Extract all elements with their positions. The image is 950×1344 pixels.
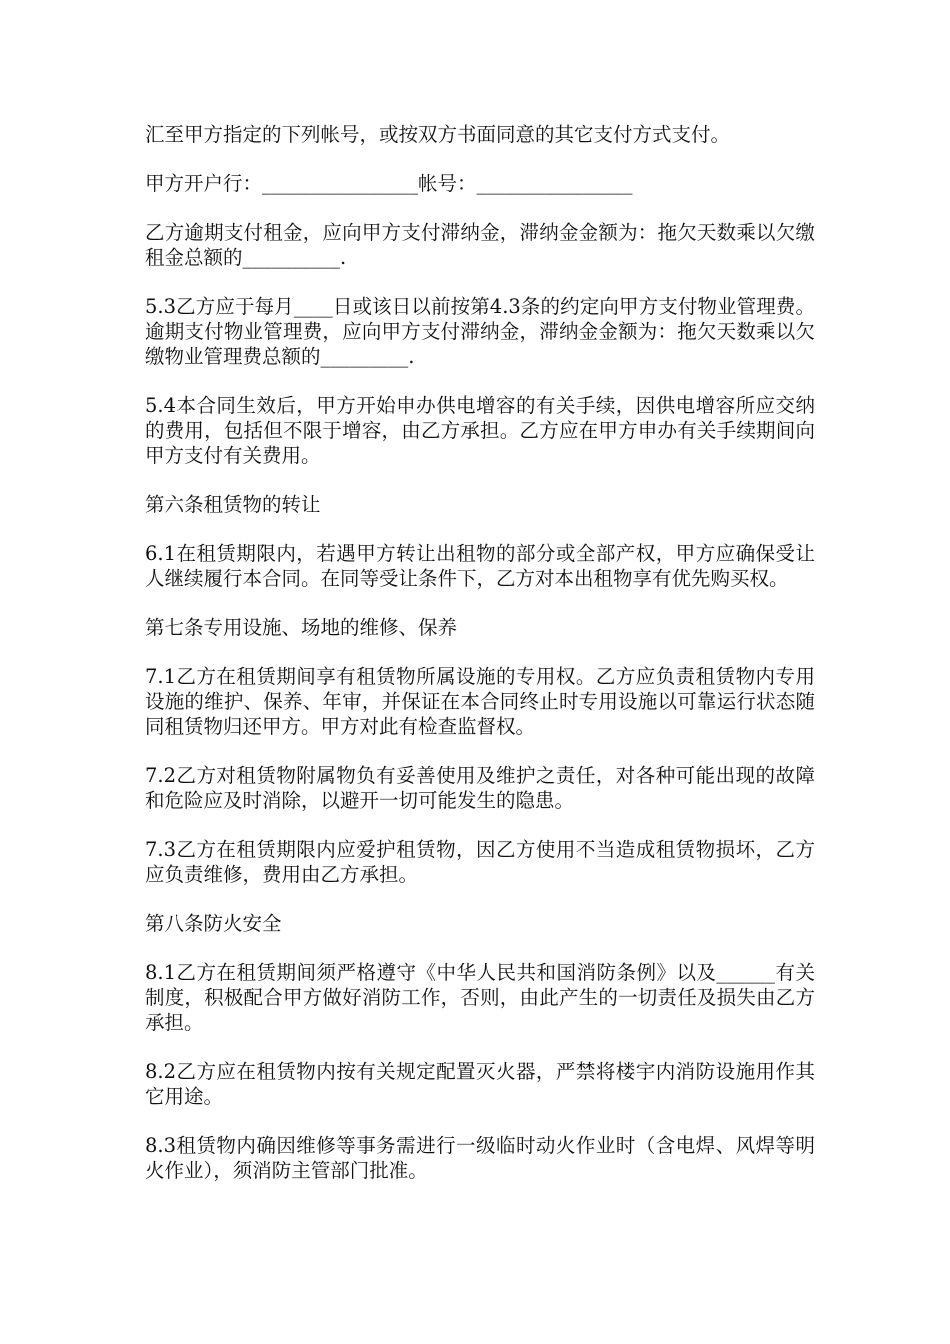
article-6-heading: 第六条租赁物的转让 xyxy=(145,493,321,516)
clause-5-3: 5.3乙方应于每月____日或该日以前按第4.3条的约定向甲方支付物业管理费。逾期支付物业管理费，应向甲方支付滞纳金，滞纳金金额为：拖欠天数乘以欠缴物业管理费总额的_________. xyxy=(145,295,815,368)
clause-6-1: 6.1在租赁期限内，若遇甲方转让出租物的部分或全部产权，甲方应确保受让人继续履行本合同。在同等受让条件下，乙方对本出租物享有优先购买权。 xyxy=(145,542,815,590)
clause-7-3: 7.3乙方在租赁期限内应爱护租赁物，因乙方使用不当造成租赁物损坏，乙方应负责维修，费用由乙方承担。 xyxy=(145,838,815,886)
clause-7-2: 7.2乙方对租赁物附属物负有妥善使用及维护之责任，对各种可能出现的故障和危险应及时消除，以避开一切可能发生的隐患。 xyxy=(145,764,815,812)
clause-8-1: 8.1乙方在租赁期间须严格遵守《中华人民共和国消防条例》以及______有关制度，积极配合甲方做好消防工作，否则，由此产生的一切责任及损失由乙方承担。 xyxy=(145,961,815,1034)
document-page xyxy=(145,122,815,1207)
article-8-heading: 第八条防火安全 xyxy=(145,912,282,935)
article-7-heading: 第七条专用设施、场地的维修、保养 xyxy=(145,616,458,639)
payment-account-text: 汇至甲方指定的下列帐号，或按双方书面同意的其它支付方式支付。 xyxy=(145,123,731,146)
clause-8-2: 8.2乙方应在租赁物内按有关规定配置灭火器，严禁将楼宇内消防设施用作其它用途。 xyxy=(145,1060,815,1108)
bank-account-line: 甲方开户行：________________帐号：________________ xyxy=(145,172,633,195)
late-rent-penalty-text: 乙方逾期支付租金，应向甲方支付滞纳金，滞纳金金额为：拖欠天数乘以欠缴租金总额的__________. xyxy=(145,221,815,269)
clause-5-4: 5.4本合同生效后，甲方开始申办供电增容的有关手续，因供电增容所应交纳的费用，包括但不限于增容，由乙方承担。乙方应在甲方申办有关手续期间向甲方支付有关费用。 xyxy=(145,394,815,467)
clause-7-1: 7.1乙方在租赁期间享有租赁物所属设施的专用权。乙方应负责租赁物内专用设施的维护、保养、年审，并保证在本合同终止时专用设施以可靠运行状态随同租赁物归还甲方。甲方对此有检查监督权。 xyxy=(145,665,815,738)
clause-8-3: 8.3租赁物内确因维修等事务需进行一级临时动火作业时（含电焊、风焊等明火作业），须消防主管部门批准。 xyxy=(145,1134,815,1182)
